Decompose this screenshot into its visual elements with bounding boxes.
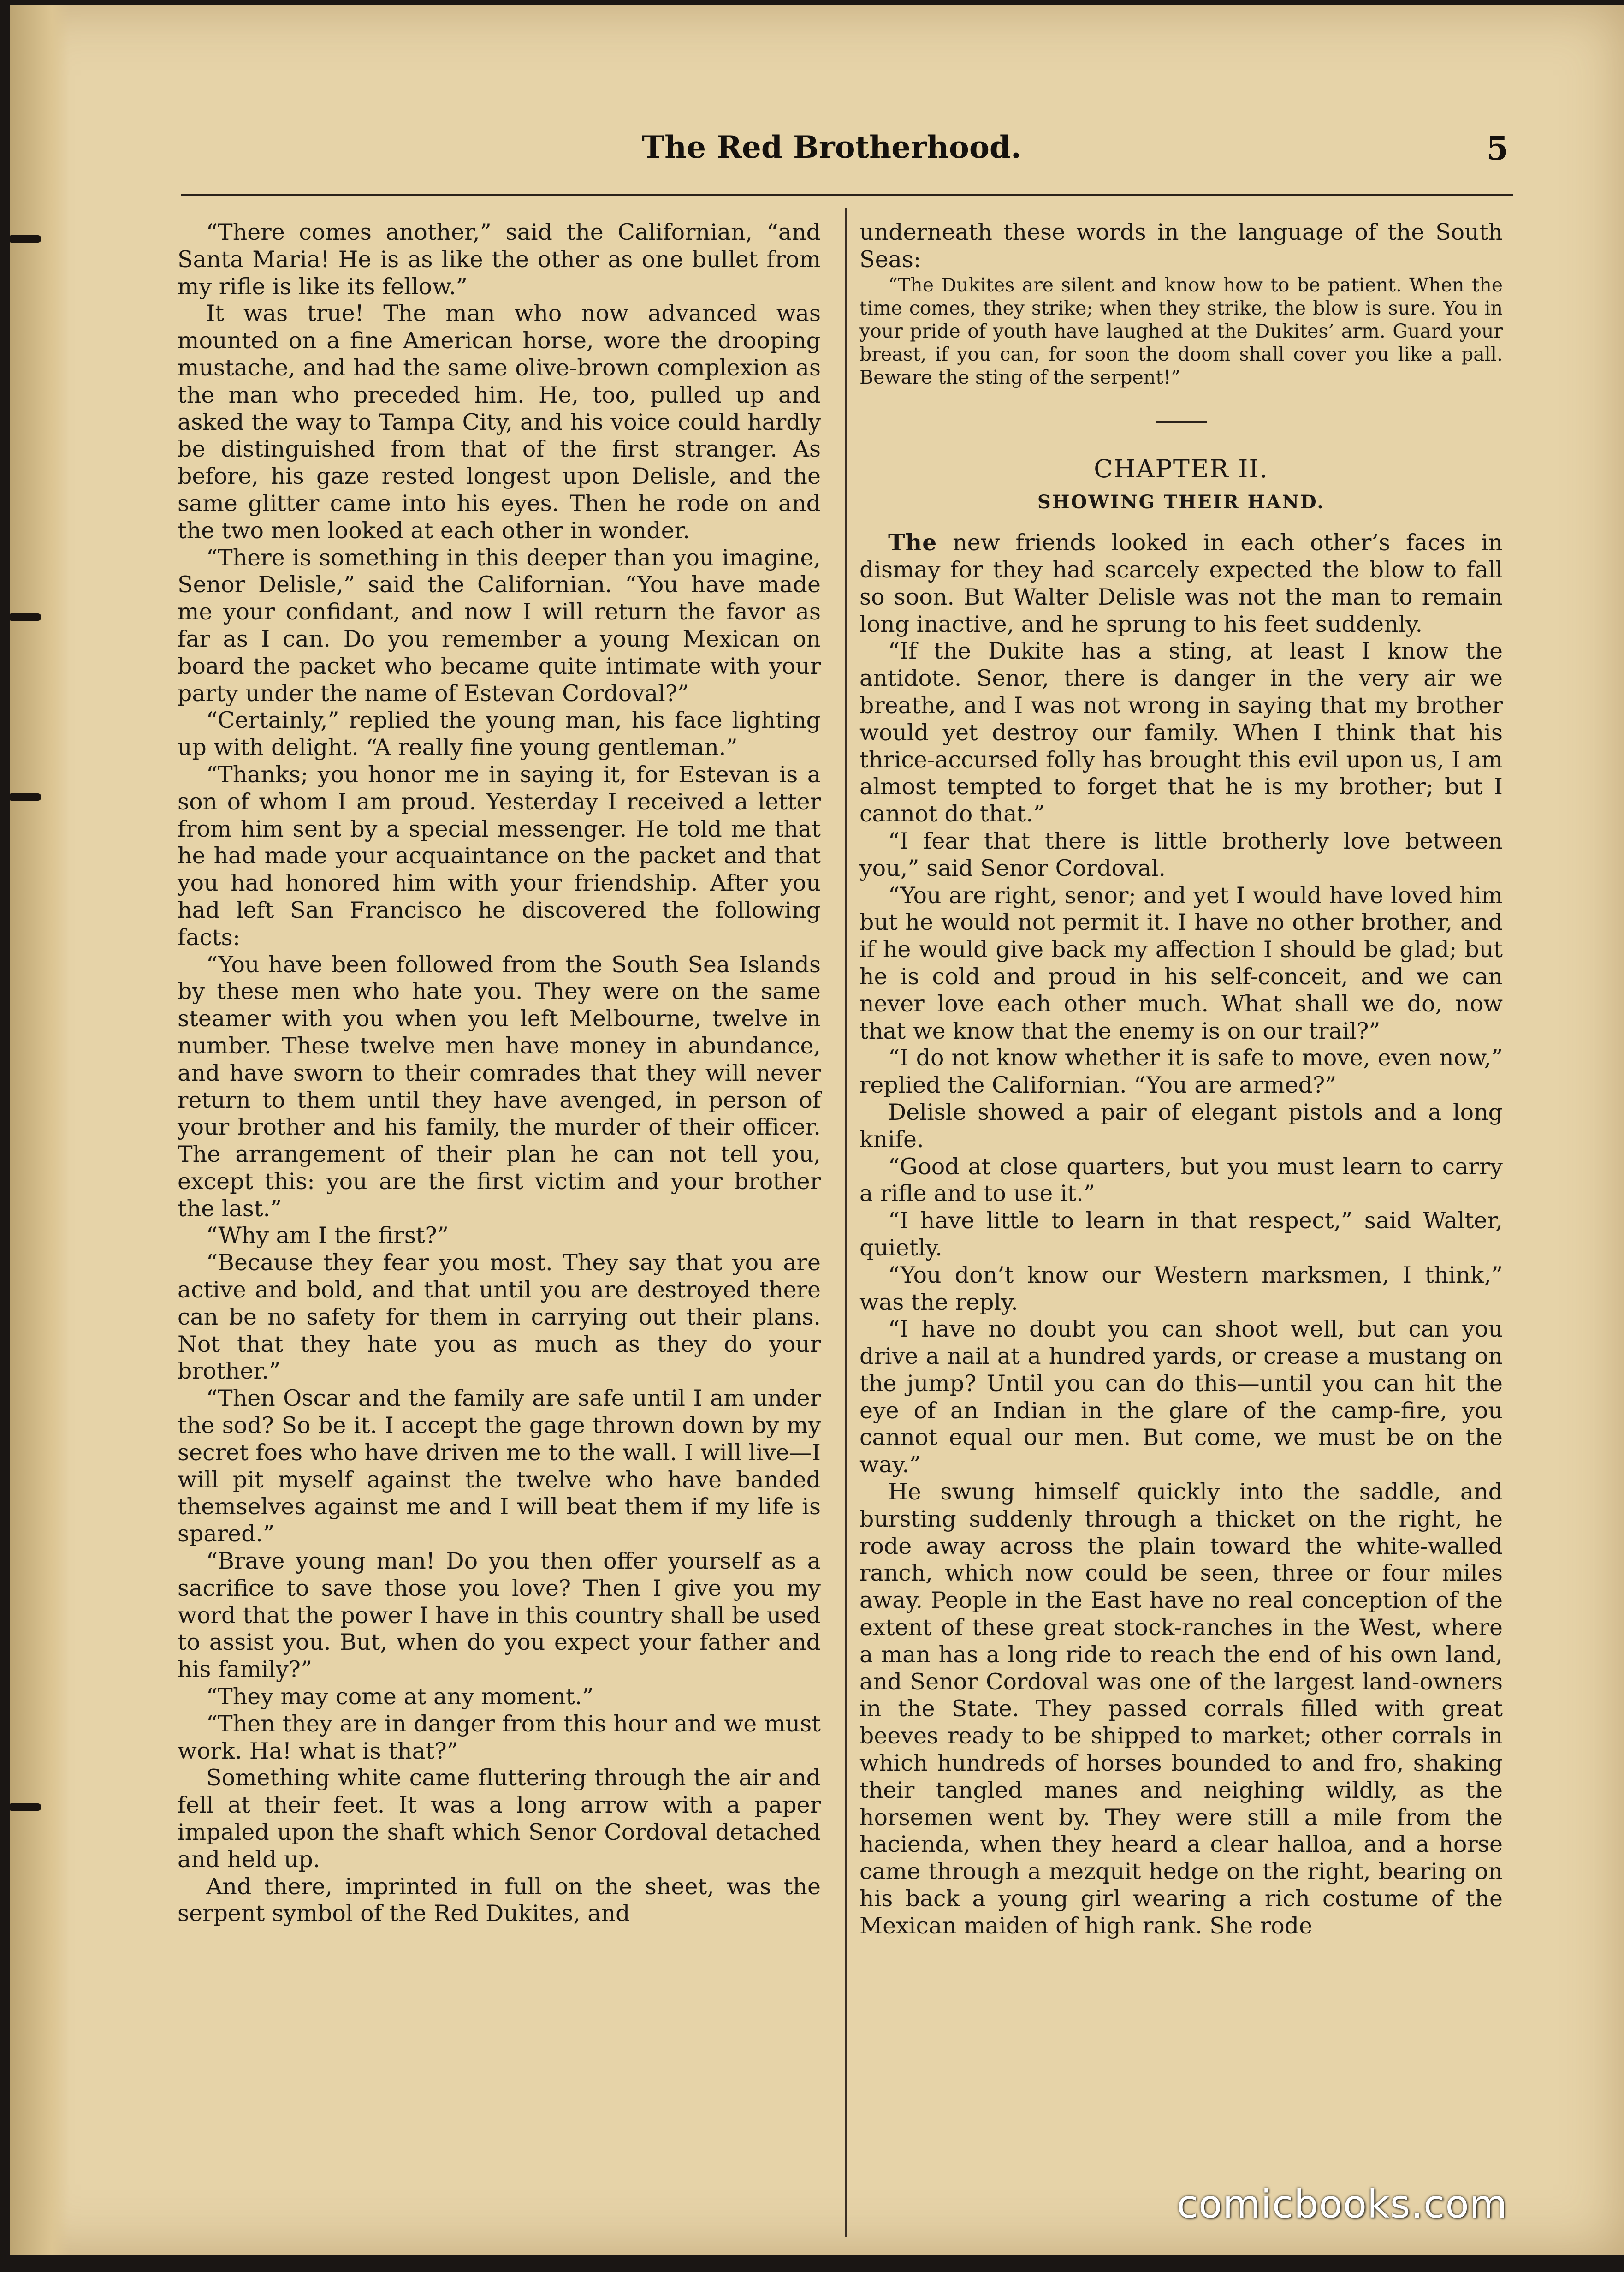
book-page — [10, 5, 1624, 2255]
watermark: comicbooks.com — [1177, 2182, 1508, 2227]
paragraph: “I have little to learn in that respect,” said Walter, quietly. — [859, 1207, 1503, 1261]
chapter-divider — [1156, 421, 1207, 423]
staple-mark — [10, 613, 41, 621]
paragraph: “You are right, senor; and yet I would have loved him but he would not permit it. I have no other brother, and if he would give back my affection I should be glad; but he is cold and proud in his self-conceit, and we can never love each other much. What shall we do, now that we know that the enemy is on our trail?” — [859, 882, 1503, 1044]
paragraph: “Because they fear you most. They say that you are active and bold, and that until you are destroyed there can be no safety for them in carrying out their plans. Not that they hate you as much as they do your brother.” — [178, 1249, 821, 1385]
paragraph: “Then they are in danger from this hour and we must work. Ha! what is that?” — [178, 1710, 821, 1764]
block-quote: “The Dukites are silent and know how to be patient. When the time comes, they strike; when they strike, the blow is sure. You in your pride of youth have laughed at the Dukites’ arm. Guard your breast, if you can, for soon the doom shall cover you like a pall. Beware the sting of the serpent!” — [859, 274, 1503, 388]
paragraph: Delisle showed a pair of elegant pistols and a long knife. — [859, 1099, 1503, 1153]
chapter-title: CHAPTER II. — [1094, 454, 1268, 483]
paragraph: “Brave young man! Do you then offer yourself as a sacrifice to save those you love? Then I give you my word that the power I have in this country shall be used to assist you. But, when do you expect your father and his family?” — [178, 1548, 821, 1683]
paragraph: “I do not know whether it is safe to move, even now,” replied the Californian. “You are armed?” — [859, 1045, 1503, 1099]
running-head: The Red Brotherhood. — [642, 129, 1022, 165]
staple-mark — [10, 235, 41, 243]
chapter-subtitle: SHOWING THEIR HAND. — [1037, 491, 1325, 513]
staple-mark — [10, 1803, 41, 1811]
paragraph: “I have no doubt you can shoot well, but can you drive a nail at a hundred yards, or crease a mustang on the jump? Until you can do this—until you can hit the eye of an Indian in the glare of the camp-fire, you cannot equal our men. But come, we must be on the way.” — [859, 1316, 1503, 1478]
paragraph: It was true! The man who now advanced was mounted on a fine American horse, wore the drooping mustache, and had the same olive-brown complexion as the man who preceded him. He, too, pulled up and asked the way to Tampa City, and his voice could hardly be distinguished from that of the first stranger. As before, his gaze rested longest upon Delisle, and the same glitter came into his eyes. Then he rode on and the two men looked at each other in wonder. — [178, 300, 821, 544]
header-rule — [181, 194, 1513, 196]
right-column — [859, 219, 1503, 1940]
chapter-opening-paragraph — [859, 529, 1503, 638]
left-column — [178, 219, 821, 1927]
paragraph: “Why am I the first?” — [206, 1222, 449, 1249]
paragraph: “They may come at any moment.” — [206, 1683, 594, 1710]
opening-text: new friends looked in each other’s faces in dismay for they had scarcely expected the blow to fall so soon. But Walter Delisle was not the man to remain long inactive, and he sprung to his feet suddenly. — [859, 529, 1503, 637]
paragraph: “Then Oscar and the family are safe until I am under the sod? So be it. I accept the gage thrown down by my secret foes who have driven me to the wall. I will live—I will pit myself against the twelve who have banded themselves against me and I will beat them if my life is spared.” — [178, 1385, 821, 1547]
paragraph: “There comes another,” said the Californian, “and Santa Maria! He is as like the other as one bullet from my rifle is like its fellow.” — [178, 219, 821, 300]
paragraph: He swung himself quickly into the saddle, and bursting suddenly through a thicket on the right, he rode away across the plain toward the white-walled ranch, which now could be seen, three or four miles away. People in the East have no real conception of the extent of these great stock-ranches in the West, where a man has a long ride to reach the end of his own land, and Senor Cordoval was one of the largest land-owners in the State. They passed corrals filled with great beeves ready to be shipped to market; other corrals in which hundreds of horses bounded to and fro, shaking their tangled manes and neighing wildly, as the horsemen went by. They were still a mile from the hacienda, when they heard a clear halloa, and a horse came through a mezquit hedge on the right, bearing on his back a young girl wearing a rich costume of the Mexican maiden of high rank. She rode — [859, 1479, 1503, 1939]
paragraph: And there, imprinted in full on the sheet, was the serpent symbol of the Red Dukites, and — [178, 1873, 821, 1927]
paragraph: “Certainly,” replied the young man, his face lighting up with delight. “A really fine young gentleman.” — [178, 707, 821, 761]
paragraph: Something white came fluttering through the air and fell at their feet. It was a long arrow with a paper impaled upon the shaft which Senor Cordoval detached and held up. — [178, 1765, 821, 1873]
paragraph: “You have been followed from the South Sea Islands by these men who hate you. They were on the same steamer with you when you left Melbourne, twelve in number. These twelve men have money in abundance, and have sworn to their comrades that they will never return to them until they have avenged, in person of your brother and his family, the murder of their officer. The arrangement of their plan he can not tell you, except this: you are the first victim and your brother the last.” — [178, 951, 821, 1222]
paragraph: “Thanks; you honor me in saying it, for Estevan is a son of whom I am proud. Yesterday I received a letter from him sent by a special messenger. He told me that he had made your acquaintance on the packet and that you had honored him with your friendship. After you had left San Francisco he discovered the following facts: — [178, 761, 821, 951]
paragraph: “I fear that there is little brotherly love between you,” said Senor Cordoval. — [859, 827, 1503, 881]
page-header — [185, 129, 1509, 180]
staple-mark — [10, 793, 41, 801]
paragraph: underneath these words in the language of the South Seas: — [859, 219, 1503, 273]
page-number: 5 — [1486, 129, 1509, 167]
paragraph: “You don’t know our Western marksmen, I think,” was the reply. — [859, 1261, 1503, 1315]
column-rule — [845, 208, 847, 2237]
paragraph: “There is something in this deeper than you imagine, Senor Delisle,” said the Californian. “You have made me your confidant, and now I will return the favor as far as I can. Do you remember a young Mexican on board the packet who became quite intimate with your party under the name of Estevan Cordoval?” — [178, 544, 821, 707]
paragraph: “Good at close quarters, but you must learn to carry a rifle and to use it.” — [859, 1153, 1503, 1207]
paragraph: “If the Dukite has a sting, at least I know the antidote. Senor, there is danger in the very air we breathe, and I was not wrong in saying that my brother would yet destroy our family. When I think that his thrice-accursed folly has brought this evil upon us, I am almost tempted to forget that he is my brother; but I cannot do that.” — [859, 638, 1503, 827]
opening-word: The — [888, 529, 937, 556]
page-gutter — [10, 5, 70, 2255]
